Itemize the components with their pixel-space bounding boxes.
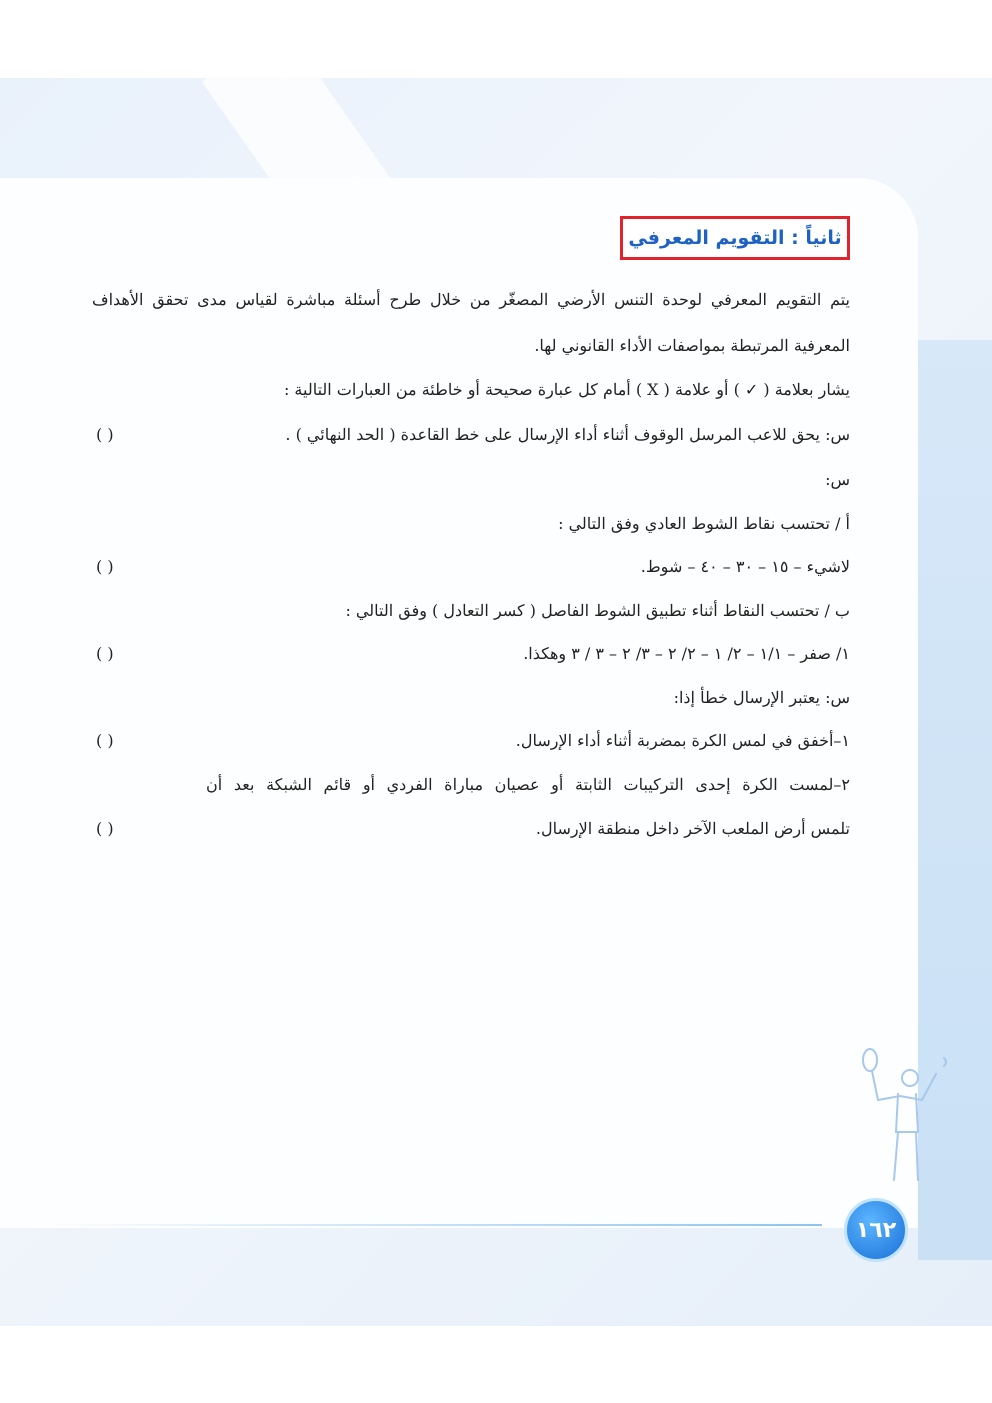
question-3: س: يعتبر الإرسال خطأ إذا: xyxy=(673,688,850,707)
question-2-b-value: ١/ صفر – ١/١ – ٢/ ١ – ٢/ ٢ – ٣/ ٢ – ٣ / ٣ وهكذا. xyxy=(523,644,850,663)
question-3-item-2-line-2: تلمس أرض الملعب الآخر داخل منطقة الإرسال. xyxy=(535,819,850,838)
intro-line-2: المعرفية المرتبطة بمواصفات الأداء القانوني لها. xyxy=(534,336,850,355)
question-2-a: أ / تحتسب نقاط الشوط العادي وفق التالي : xyxy=(558,514,850,533)
intro-line-1: يتم التقويم المعرفي لوحدة التنس الأرضي المصغّر من خلال طرح أسئلة مباشرة لقياس مدى تحقق الأهداف xyxy=(92,290,850,309)
question-2-b: ب / تحتسب النقاط أثناء تطبيق الشوط الفاصل ( كسر التعادل ) وفق التالي : xyxy=(345,601,850,620)
question-2-a-value: لاشيء – ١٥ – ٣٠ – ٤٠ – شوط. xyxy=(640,557,850,576)
answer-parens-q3-2: ( ) xyxy=(96,819,114,838)
question-3-item-1: ١–أخفق في لمس الكرة بمضربة أثناء أداء الإرسال. xyxy=(515,731,850,750)
question-2: س: xyxy=(825,470,850,489)
answer-parens-q2a: ( ) xyxy=(96,557,114,576)
answer-parens-q3-1: ( ) xyxy=(96,731,114,750)
question-3-item-2-line-1: ٢–لمست الكرة إحدى التركيبات الثابتة أو عصيان مباراة الفردي أو قائم الشبكة بعد أن xyxy=(206,775,850,794)
page-number: ١٦٢ xyxy=(855,1217,897,1243)
badminton-player-icon xyxy=(852,1040,952,1190)
page-number-badge xyxy=(844,1198,908,1262)
answer-parens-q2b: ( ) xyxy=(96,644,114,663)
section-title: ثانياً : التقويم المعرفي xyxy=(628,227,842,249)
section-title-box xyxy=(620,216,850,260)
answer-parens-q1: ( ) xyxy=(96,425,114,444)
question-1: س: يحق للاعب المرسل الوقوف أثناء أداء الإرسال على خط القاعدة ( الحد النهائي ) . xyxy=(285,425,850,444)
footer-divider xyxy=(40,1224,822,1226)
instruction-line: يشار بعلامة ( ✓ ) أو علامة ( X ) أمام كل عبارة صحيحة أو خاطئة من العبارات التالية : xyxy=(283,380,850,399)
